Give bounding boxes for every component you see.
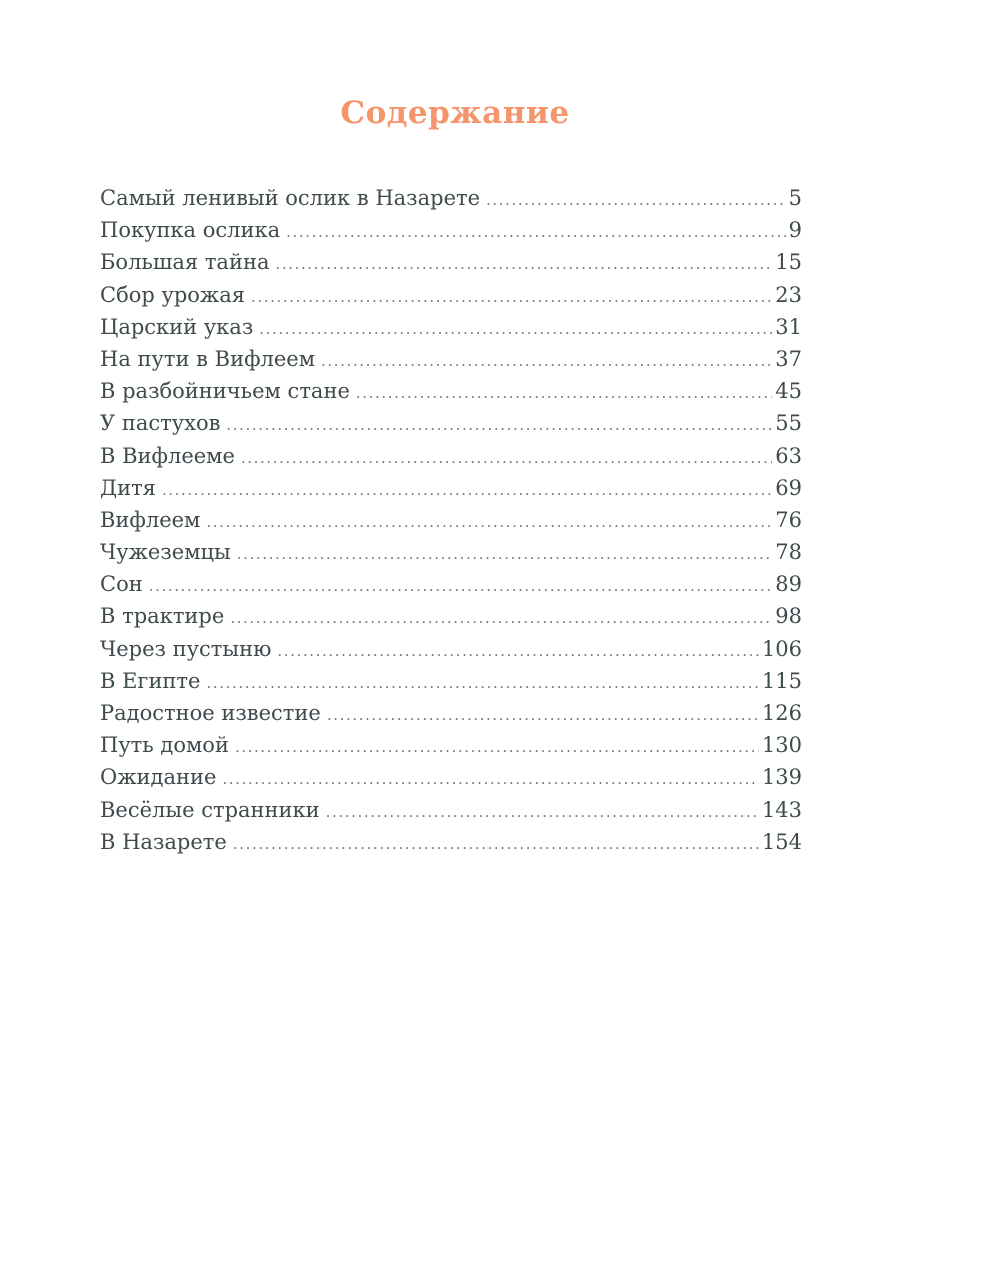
dot-leader [149,570,773,602]
toc-entry-title: Чужеземцы [100,540,231,565]
toc-entry-title: В разбойничьем стане [100,379,350,404]
toc-entry-page-number: 37 [775,346,802,371]
dot-leader [259,313,772,345]
toc-entry-title: На пути в Вифлеем [100,346,316,371]
toc-entry-page-number: 5 [788,186,802,210]
toc-entry [100,729,802,761]
toc-entry-page-number: 45 [775,379,802,404]
toc-entry [100,794,802,826]
dot-leader [321,345,772,377]
toc-entry-page-number: 23 [775,282,802,307]
dot-leader [237,538,772,570]
toc-entry-title: В трактире [100,604,225,629]
toc-entry-page-number: 78 [775,540,802,565]
toc-entry-page-number: 89 [775,572,802,597]
toc-entry-title: В Египте [100,668,201,693]
dot-leader [230,602,772,634]
toc-entry [100,440,802,472]
dot-leader [162,474,772,506]
page-title: Содержание [340,94,570,131]
toc-entry-page-number: 115 [761,668,802,693]
toc-entry-page-number: 154 [761,829,802,854]
toc-entry-page-number: 63 [775,443,802,468]
dot-leader [222,763,759,795]
toc-entry [100,761,802,793]
toc-entry-page-number: 15 [775,250,802,275]
toc-entry [100,665,802,697]
toc-entry-title: Путь домой [100,733,229,758]
toc-entry-page-number: 143 [761,797,802,822]
toc-entry-title: Покупка ослика [100,218,281,243]
toc-entry-title: Царский указ [100,314,254,339]
dot-leader [277,635,759,667]
toc-entry [100,472,802,504]
toc-entry [100,633,802,665]
toc-entry-page-number: 69 [775,475,802,500]
dot-leader [251,281,772,313]
toc-entry [100,536,802,568]
dot-leader [233,828,759,860]
toc-entry [100,568,802,600]
dot-leader [486,184,786,216]
toc-entry [100,375,802,407]
toc-entry-title: Весёлые странники [100,797,320,822]
toc-entry-title: Радостное известие [100,701,321,725]
dot-leader [226,409,772,441]
toc-entry-title: Самый ленивый ослик в Назарете [100,186,481,210]
table-of-contents [100,182,802,858]
toc-entry-title: Через пустыню [100,636,272,661]
dot-leader [241,442,772,474]
toc-entry-page-number: 76 [775,507,802,532]
toc-entry-page-number: 106 [761,636,802,661]
toc-entry-title: Большая тайна [100,250,270,275]
toc-entry [100,826,802,858]
toc-entry [100,407,802,439]
toc-entry [100,504,802,536]
toc-entry [100,343,802,375]
dot-leader [286,216,785,248]
toc-entry-title: В Вифлееме [100,443,235,468]
toc-entry [100,182,802,214]
toc-entry-page-number: 139 [761,765,802,790]
toc-entry-page-number: 130 [761,733,802,758]
dot-leader [326,796,759,828]
dot-leader [206,667,758,699]
toc-entry-title: Сон [100,572,143,597]
dot-leader [275,248,772,280]
toc-entry-title: Сбор урожая [100,282,246,307]
toc-entry [100,697,802,729]
toc-entry [100,311,802,343]
toc-entry-page-number: 126 [761,701,802,725]
toc-entry-title: Дитя [100,475,156,500]
dot-leader [206,506,772,538]
toc-entry-page-number: 55 [775,411,802,436]
toc-entry-title: У пастухов [100,411,221,436]
toc-entry-title: Ожидание [100,765,217,790]
toc-entry-page-number: 31 [775,314,802,339]
toc-entry [100,214,802,246]
dot-leader [235,731,759,763]
toc-entry-title: В Назарете [100,829,227,854]
dot-leader [327,699,759,731]
toc-entry-title: Вифлеем [100,507,201,532]
dot-leader [356,377,772,409]
toc-entry [100,246,802,278]
toc-entry-page-number: 98 [775,604,802,629]
toc-entry [100,600,802,632]
toc-entry [100,279,802,311]
toc-entry-page-number: 9 [788,218,802,243]
